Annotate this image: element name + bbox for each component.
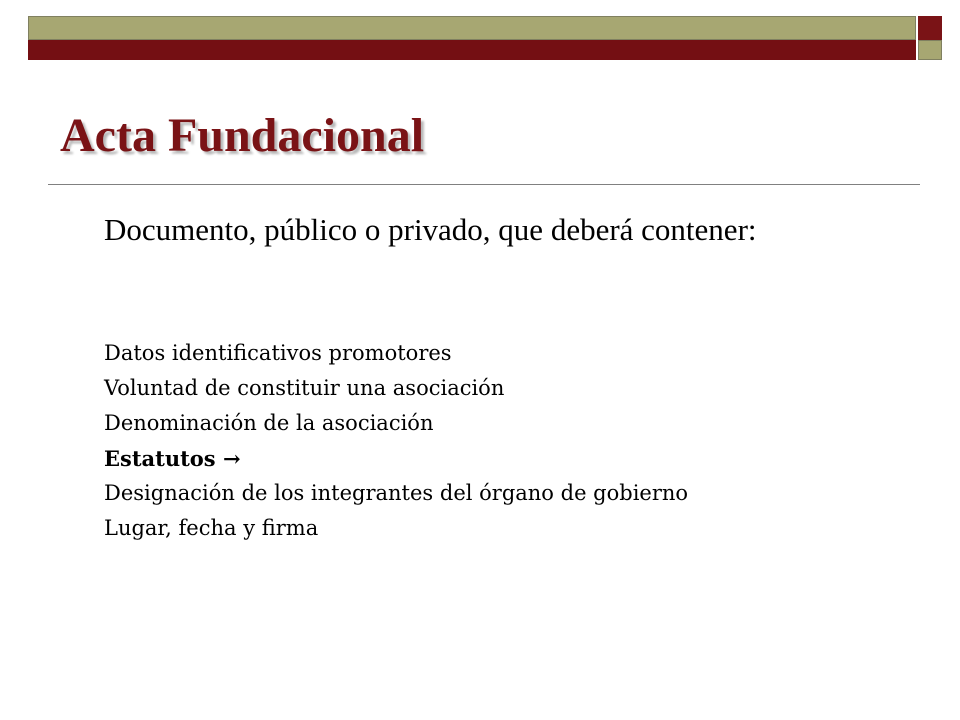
list-item xyxy=(104,336,924,371)
list-item xyxy=(104,511,924,546)
list-item-text: Voluntad de constituir una asociación xyxy=(104,376,505,400)
header-band-olive-stripe xyxy=(28,16,916,40)
slide-title: Acta Fundacional xyxy=(60,109,425,162)
header-band-red-stripe xyxy=(28,40,916,60)
list-item xyxy=(104,476,924,511)
title-divider xyxy=(48,184,920,185)
requirements-list xyxy=(104,336,924,546)
list-item-text: Denominación de la asociación xyxy=(104,411,434,435)
slide-lead-text: Documento, público o privado, que deberá contener: xyxy=(104,212,757,247)
list-item-text: Lugar, fecha y firma xyxy=(104,516,319,540)
list-item-estatutos xyxy=(104,441,924,476)
header-corner-olive-square xyxy=(918,40,942,60)
right-arrow-icon: → xyxy=(222,446,241,471)
list-item-text: Estatutos xyxy=(104,446,216,471)
list-item-text: Datos identificativos promotores xyxy=(104,341,452,365)
header-corner-red-square xyxy=(918,16,942,40)
list-item xyxy=(104,371,924,406)
list-item-text: Designación de los integrantes del órgano de gobierno xyxy=(104,481,689,505)
header-band xyxy=(0,0,960,70)
list-item xyxy=(104,406,924,441)
